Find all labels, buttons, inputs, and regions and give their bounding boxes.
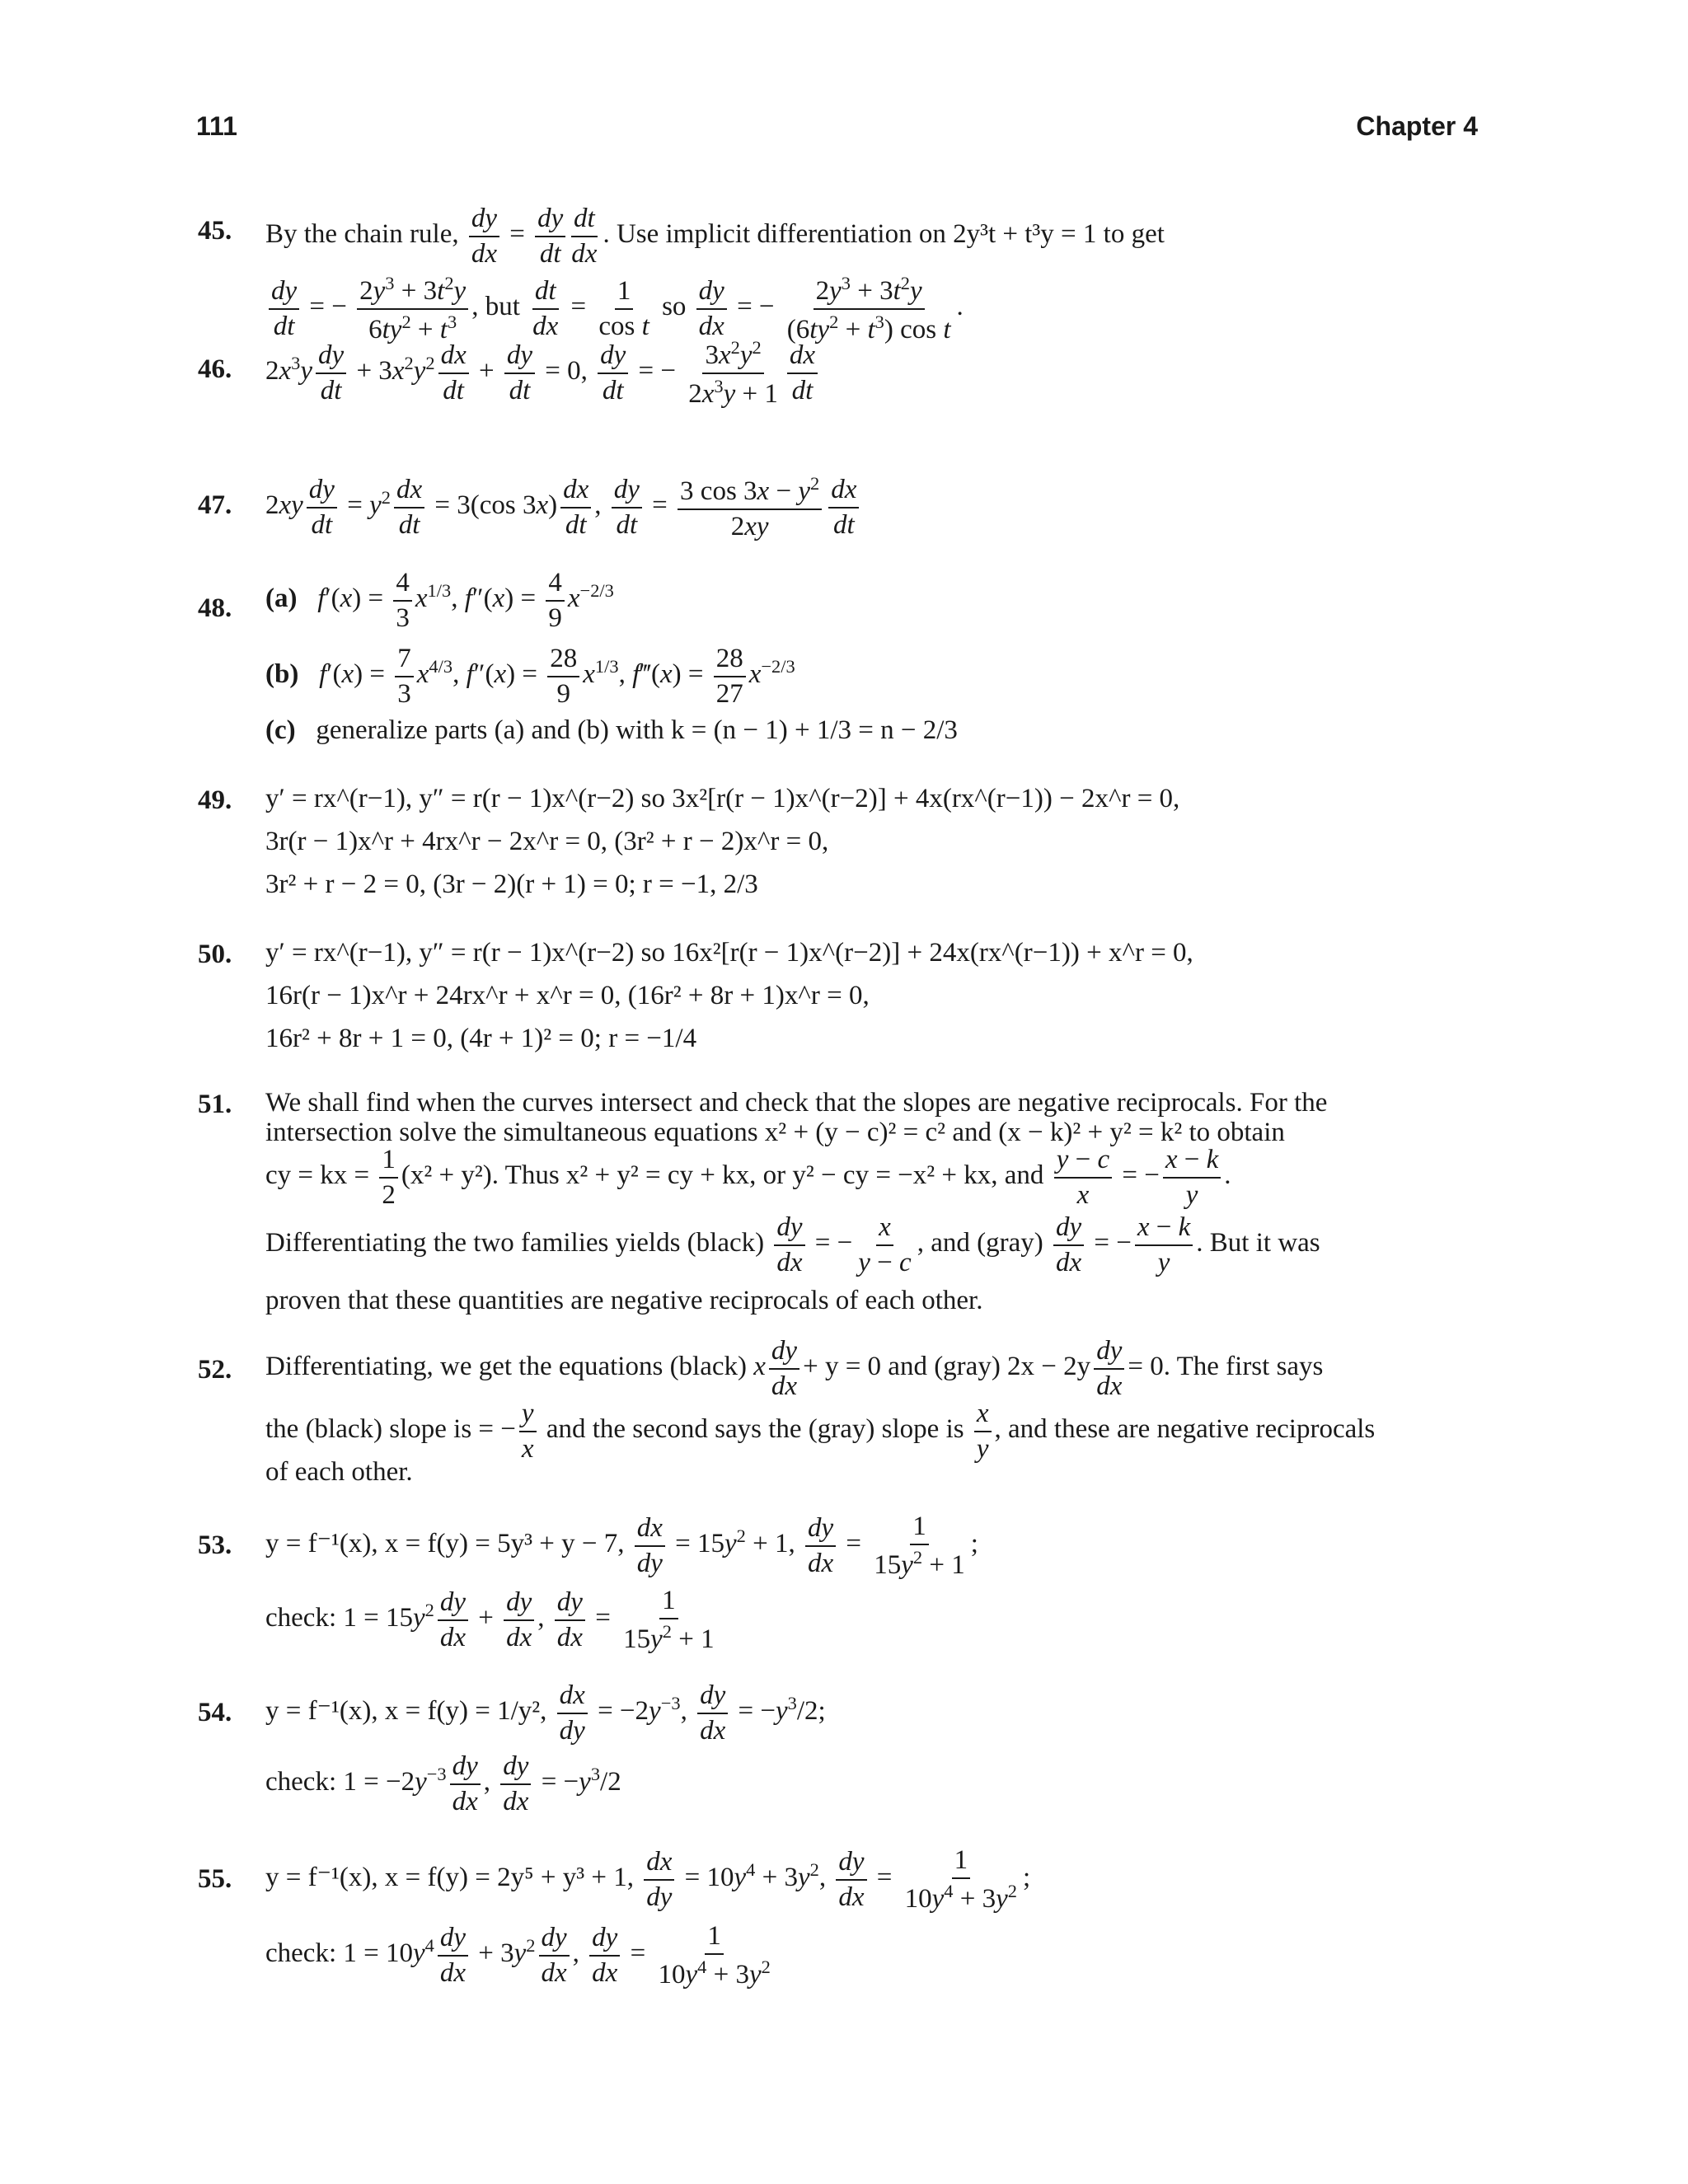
- line: 3r² + r − 2 = 0, (3r − 2)(r + 1) = 0; r = −1, 2/3: [265, 869, 758, 899]
- line: 16r(r − 1)x^r + 24rx^r + x^r = 0, (16r² + 8r + 1)x^r = 0,: [265, 981, 870, 1010]
- problem-number: 52.: [198, 1355, 232, 1385]
- problem-number: 45.: [198, 216, 232, 246]
- line: y′ = rx^(r−1), y″ = r(r − 1)x^(r−2) so 3x²[r(r − 1)x^(r−2)] + 4x(rx^(r−1)) − 2x^r = 0,: [265, 784, 1180, 813]
- line: We shall find when the curves intersect and check that the slopes are negative reciprocals. For the: [265, 1088, 1328, 1118]
- problem-number: 54.: [198, 1698, 232, 1727]
- problem-number: 53.: [198, 1530, 232, 1560]
- line: y′ = rx^(r−1), y″ = r(r − 1)x^(r−2) so 16x²[r(r − 1)x^(r−2)] + 24x(rx^(r−1)) + x^r = 0,: [265, 938, 1193, 968]
- problem-number: 51.: [198, 1090, 232, 1119]
- page-number: 111: [196, 111, 237, 141]
- chapter-title: Chapter 4: [1356, 111, 1478, 141]
- line: 16r² + 8r + 1 = 0, (4r + 1)² = 0; r = −1/4: [265, 1024, 697, 1053]
- problem-number: 48.: [198, 593, 232, 623]
- line: of each other.: [265, 1457, 413, 1487]
- problem-number: 47.: [198, 490, 232, 520]
- line: proven that these quantities are negative reciprocals of each other.: [265, 1286, 983, 1315]
- problem-number: 46.: [198, 354, 232, 384]
- problem-number: 55.: [198, 1864, 232, 1894]
- page: 111 Chapter 4 45. By the chain rule, $\frac{dy}{dx}$ = $\frac{dy}{dt}$ $\frac{dt}{dx}$ . Use implicit differentiation on 2y³t + t³y = 1 to get $\frac{dy}{dt}$ = − $\frac{2y^3 + 3t^2y}{6ty^2 + t^3}$ , but $\frac{dt}{dx}$ = $\frac{1}{\text{cos t}}$ so $\frac{dy}{dx}$ = − $\frac{2y^3 + 3t^2y}{(6ty^2 + t^3) \cos t}$ . 46. $2x^3y$ $\frac{dy}{dt}$ + $3x^2y^2$ $\frac{dx}{dt}$ + $\frac{dy}{dt}$ = 0, $\frac{dy}{dt}$ = − $\frac{3x^2y^2}{2x^3y + 1}$ $\frac{dx}{dt}$ 47. 2xy $\frac{dy}{dt}$ = $y^2$ $\frac{dx}{dt}$ = 3(cos 3x) $\frac{dx}{dt}$ , $\frac{dy}{dt}$ = $\frac{3 \cos 3x - y^2}{2xy}$ $\frac{dx}{dt}$ 48. (a) f′(x) = $\frac{4}{3}$ $x^{1/3}$, f″(x) = $\frac{4}{9}$ $x^{-2/3}$ (b) f′(x) = $\frac{7}{3}$ $x^{4/3}$, f″(x) = $\frac{28}{9}$ $x^{1/3}$, f‴(x) = $\frac{28}{27}$ $x^{-2/3}$ (c) generalize parts (a) and (b) with k = (n − 1) + 1/3 = n − 2/3 49. y′ = rx^(r−1), y″ = r(r − 1)x^(r−2) so 3x²[r(r − 1)x^(r−2)] + 4x(rx^(r−1)) − 2x^r = 0, 3r(r − 1)x^r + 4rx^r − 2x^r = 0, (3r² + r − 2)x^r = 0, 3r² + r − 2 = 0, (3r − 2)(r + 1) = 0; r = −1, 2/3 50. y′ = rx^(r−1), y″ = r(r − 1)x^(r−2) so 16x²[r(r − 1)x^(r−2)] + 24x(rx^(r−1)) + x^r = 0, 16r(r − 1)x^r + 24rx^r + x^r = 0, (16r² + 8r + 1)x^r = 0, 16r² + 8r + 1 = 0, (4r + 1)² = 0; r = −1/4 51. We shall find when the curves intersect and check that the slopes are negative reciprocals. For the intersection solve the simultaneous equations x² + (y − c)² = c² and (x − k)² + y² = k² to obtain cy = kx = $\frac{1}{2}$ (x² + y²). Thus x² + y² = cy + kx, or y² − cy = −x² + kx, and $\frac{y - c}{x}$ = − $\frac{x - k}{y}$ . Differentiating the two families yields (black) $\frac{dy}{dx}$ = − $\frac{x}{y - c}$ , and (gray) $\frac{dy}{dx}$ = − $\frac{x - k}{y}$ . But it was proven that these quantities are negative reciprocals of each other. 52. Differentiating, we get the equations (black) x $\frac{dy}{dx}$ + y = 0 and (gray) 2x − 2y $\frac{dy}{dx}$ = 0. The first says the (black) slope is = − $\frac{y}{x}$ and the second says the (gray) slope is $\frac{x}{y}$ , and these are negative reciprocals of each other. 53. y = f⁻¹(x), x = f(y) = 5y³ + y − 7, $\frac{dx}{dy}$ = $15y^2 + 1$, $\frac{dy}{dx}$ = $\frac{1}{15y^2 + 1}$ ; check: $1 = 15y^2$ $\frac{dy}{dx}$ + $\frac{dy}{dx}$ , $\frac{dy}{dx}$ = $\frac{1}{15y^2 + 1}$ 54. y = f⁻¹(x), x = f(y) = 1/y², $\frac{dx}{dy}$ = $-2y^{-3}$, $\frac{dy}{dx}$ = $-y^3/2$; check: $1 = -2y^{-3}$ $\frac{dy}{dx}$ , $\frac{dy}{dx}$ = $-y^3/2$ 55. y = f⁻¹(x), x = f(y) = 2y⁵ + y³ + 1, $\frac{dx}{dy}$ = $10y^4 + 3y^2$, $\frac{dy}{dx}$ = $\frac{1}{10y^4 + 3y^2}$ ; check: $1 = 10y^4$ $\frac{dy}{dx}$ + $3y^2$ $\frac{dy}{dx}$ , $\frac{dy}{dx}$ = $\frac{1}{10y^4 + 3y^2}$: [196, 111, 1478, 1990]
- problem-number: 50.: [198, 940, 232, 969]
- line: intersection solve the simultaneous equations x² + (y − c)² = c² and (x − k)² + y² = k² to obtain: [265, 1118, 1285, 1147]
- problem-number: 49.: [198, 785, 232, 815]
- line: 3r(r − 1)x^r + 4rx^r − 2x^r = 0, (3r² + r − 2)x^r = 0,: [265, 827, 829, 856]
